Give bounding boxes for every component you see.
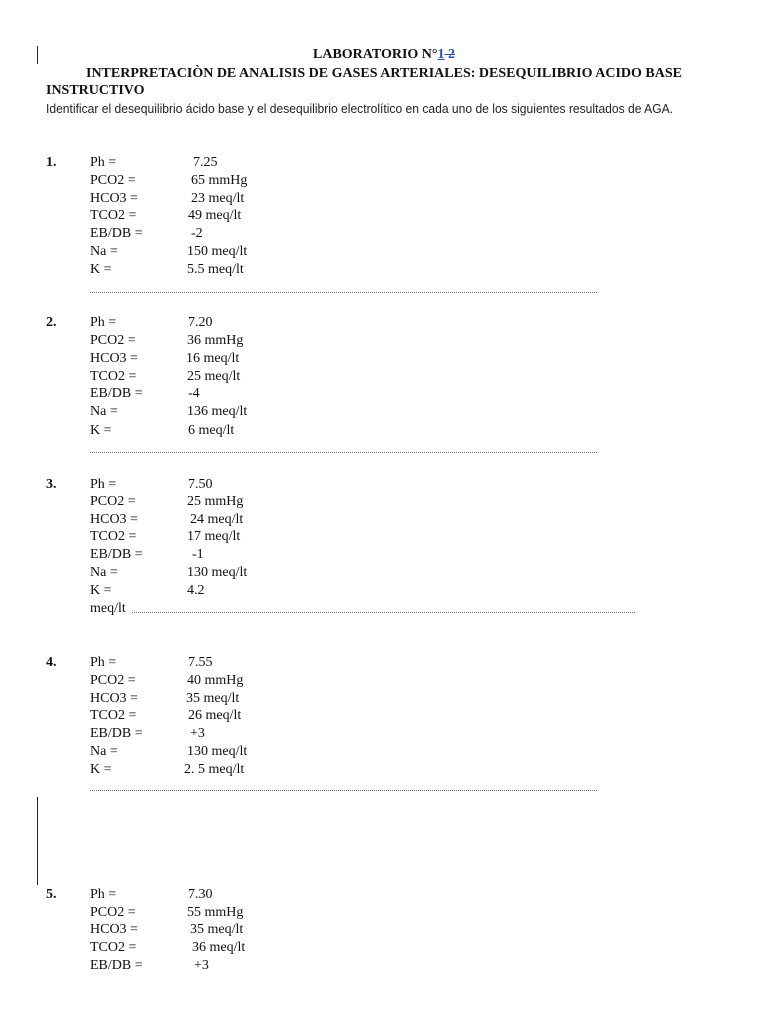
ebdb-label: EB/DB = [90, 958, 143, 973]
ebdb-value: -2 [191, 226, 203, 241]
case-number: 4. [46, 655, 57, 670]
hco3-value: 24 meq/lt [190, 512, 244, 527]
ebdb-label: EB/DB = [90, 726, 143, 741]
k-unit-wrapped: meq/lt [90, 601, 126, 616]
na-label: Na = [90, 404, 118, 419]
tco2-label: TCO2 = [90, 940, 137, 955]
hco3-label: HCO3 = [90, 512, 138, 527]
ebdb-label: EB/DB = [90, 547, 143, 562]
tco2-label: TCO2 = [90, 529, 137, 544]
hco3-value: 16 meq/lt [186, 351, 240, 366]
tco2-value: 17 meq/lt [187, 529, 241, 544]
ph-value: 7.20 [188, 315, 213, 330]
na-label: Na = [90, 565, 118, 580]
ph-value: 7.25 [193, 155, 218, 170]
na-value: 136 meq/lt [187, 404, 248, 419]
ebdb-label: EB/DB = [90, 386, 143, 401]
ph-value: 7.50 [188, 477, 213, 492]
ph-label: Ph = [90, 315, 117, 330]
ph-value: 7.30 [188, 887, 213, 902]
pco2-label: PCO2 = [90, 494, 136, 509]
ebdb-value: +3 [194, 958, 209, 973]
na-label: Na = [90, 244, 118, 259]
tco2-value: 26 meq/lt [188, 708, 242, 723]
ebdb-value: -4 [188, 386, 200, 401]
pco2-value: 40 mmHg [187, 673, 244, 688]
document-title [0, 47, 768, 63]
answer-line [90, 292, 597, 293]
hco3-label: HCO3 = [90, 351, 138, 366]
title-deleted-number: 2 [444, 47, 455, 62]
case-number: 3. [46, 477, 57, 492]
k-label: K = [90, 762, 112, 777]
k-value: 5.5 meq/lt [187, 262, 244, 277]
pco2-value: 25 mmHg [187, 494, 244, 509]
instructions-paragraph: Identificar el desequilibrio ácido base y el desequilibrio electrolítico en cada uno de los siguientes resultados de AGA. [46, 101, 674, 116]
case-number: 1. [46, 155, 57, 170]
tco2-value: 49 meq/lt [188, 208, 242, 223]
k-value: 4.2 [187, 583, 205, 598]
tco2-value: 36 meq/lt [192, 940, 246, 955]
answer-line [132, 612, 635, 613]
tco2-label: TCO2 = [90, 208, 137, 223]
k-label: K = [90, 583, 112, 598]
ph-label: Ph = [90, 887, 117, 902]
ph-label: Ph = [90, 155, 117, 170]
k-label: K = [90, 423, 112, 438]
hco3-label: HCO3 = [90, 191, 138, 206]
case-number: 5. [46, 887, 57, 902]
ph-label: Ph = [90, 655, 117, 670]
na-value: 130 meq/lt [187, 565, 248, 580]
hco3-value: 23 meq/lt [191, 191, 245, 206]
k-value: 6 meq/lt [188, 423, 235, 438]
pco2-label: PCO2 = [90, 673, 136, 688]
answer-line [90, 790, 597, 791]
tco2-label: TCO2 = [90, 369, 137, 384]
k-value: 2. 5 meq/lt [184, 762, 245, 777]
instructivo-heading: INSTRUCTIVO [46, 83, 145, 98]
pco2-label: PCO2 = [90, 173, 136, 188]
ph-label: Ph = [90, 477, 117, 492]
case-number: 2. [46, 315, 57, 330]
pco2-value: 36 mmHg [187, 333, 244, 348]
ph-value: 7.55 [188, 655, 213, 670]
tco2-value: 25 meq/lt [187, 369, 241, 384]
ebdb-label: EB/DB = [90, 226, 143, 241]
hco3-label: HCO3 = [90, 922, 138, 937]
na-value: 150 meq/lt [187, 244, 248, 259]
answer-line [90, 452, 597, 453]
hco3-value: 35 meq/lt [186, 691, 240, 706]
revision-margin-mark [37, 797, 38, 885]
hco3-label: HCO3 = [90, 691, 138, 706]
ebdb-value: +3 [190, 726, 205, 741]
document-subtitle: INTERPRETACIÒN DE ANALISIS DE GASES ARTERIALES: DESEQUILIBRIO ACIDO BASE [86, 66, 682, 81]
k-label: K = [90, 262, 112, 277]
ebdb-value: -1 [192, 547, 204, 562]
pco2-label: PCO2 = [90, 905, 136, 920]
na-label: Na = [90, 744, 118, 759]
title-inserted-number: 1 [437, 47, 445, 62]
hco3-value: 35 meq/lt [190, 922, 244, 937]
pco2-label: PCO2 = [90, 333, 136, 348]
title-prefix: LABORATORIO N° [313, 47, 438, 62]
na-value: 130 meq/lt [187, 744, 248, 759]
tco2-label: TCO2 = [90, 708, 137, 723]
pco2-value: 65 mmHg [191, 173, 248, 188]
pco2-value: 55 mmHg [187, 905, 244, 920]
